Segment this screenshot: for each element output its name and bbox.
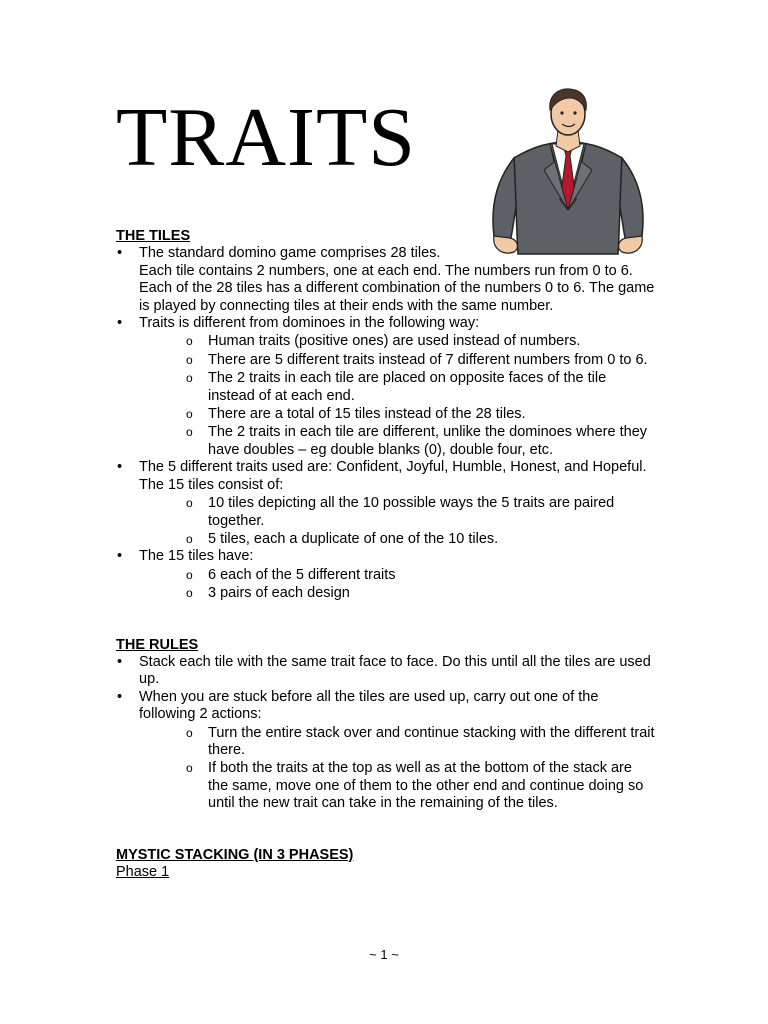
document-title: TRAITS <box>116 91 416 184</box>
bullet-item <box>116 654 656 689</box>
section-heading-rules: THE RULES <box>116 636 199 653</box>
sub-bullet-item: o Turn the entire stack over and continue stacking with the different trait there. <box>185 725 656 760</box>
sub-bullet-item: o 6 each of the 5 different traits <box>185 567 656 584</box>
sub-bullet-item: o The 2 traits in each tile are placed on opposite faces of the tile instead of at each end. <box>185 370 656 405</box>
bullet-item <box>116 245 656 315</box>
sub-bullet-item: o 3 pairs of each design <box>185 585 656 602</box>
tiles-bullet-list <box>116 245 656 602</box>
bullet-text: • Traits is different from dominoes in the following way: <box>139 315 480 332</box>
sub-bullet-item: o There are a total of 15 tiles instead of the 28 tiles. <box>185 406 656 423</box>
bullet-text: • When you are stuck before all the tiles are used up, carry out one of the following 2 actions: <box>139 688 599 723</box>
sub-bullet-list <box>139 495 656 548</box>
bullet-item <box>116 548 656 602</box>
phase-subheading: Phase 1 <box>116 864 170 880</box>
bullet-text: • Stack each tile with the same trait face to face. Do this until all the tiles are used up. <box>139 653 651 688</box>
sub-bullet-item: o Human traits (positive ones) are used instead of numbers. <box>185 333 656 350</box>
sub-bullet-list <box>139 333 656 459</box>
section-heading-mystic-stacking: MYSTIC STACKING (IN 3 PHASES) <box>116 846 354 863</box>
sub-bullet-item: o 5 tiles, each a duplicate of one of the 10 tiles. <box>185 531 656 548</box>
page-number: ~ 1 ~ <box>369 947 399 962</box>
bullet-continuation: Each tile contains 2 numbers, one at each end. The numbers run from 0 to 6. Each of the 28 tiles has a different combination of the numbers 0 to 6. The game is played by connecting tiles at their ends with the same number. <box>139 262 655 314</box>
bullet-text: • The 5 different traits used are: Confident, Joyful, Humble, Honest, and Hopeful. The 15 tiles consist of: <box>139 459 647 493</box>
bullet-item <box>116 689 656 813</box>
document-body <box>116 228 656 881</box>
sub-bullet-list <box>139 567 656 603</box>
bullet-text: • The 15 tiles have: <box>139 548 254 565</box>
sub-bullet-item: o 10 tiles depicting all the 10 possible ways the 5 traits are paired together. <box>185 495 656 530</box>
rules-bullet-list <box>116 654 656 813</box>
section-spacer <box>116 603 656 637</box>
sub-bullet-item: o If both the traits at the top as well as at the bottom of the stack are the same, move one of them to the other end and continue doing so until the new trait can take in the remaining of the tiles. <box>185 760 656 812</box>
bullet-text: • The standard domino game comprises 28 tiles. <box>139 245 441 262</box>
sub-bullet-item: o There are 5 different traits instead of 7 different numbers from 0 to 6. <box>185 352 656 369</box>
sub-bullet-list <box>139 725 656 813</box>
section-heading-tiles: THE TILES <box>116 228 191 244</box>
section-spacer <box>116 813 656 847</box>
bullet-item <box>116 459 656 548</box>
sub-bullet-item: o The 2 traits in each tile are different, unlike the dominoes where they have doubles – eg double blanks (0), double four, etc. <box>185 424 656 459</box>
bullet-item <box>116 315 656 459</box>
